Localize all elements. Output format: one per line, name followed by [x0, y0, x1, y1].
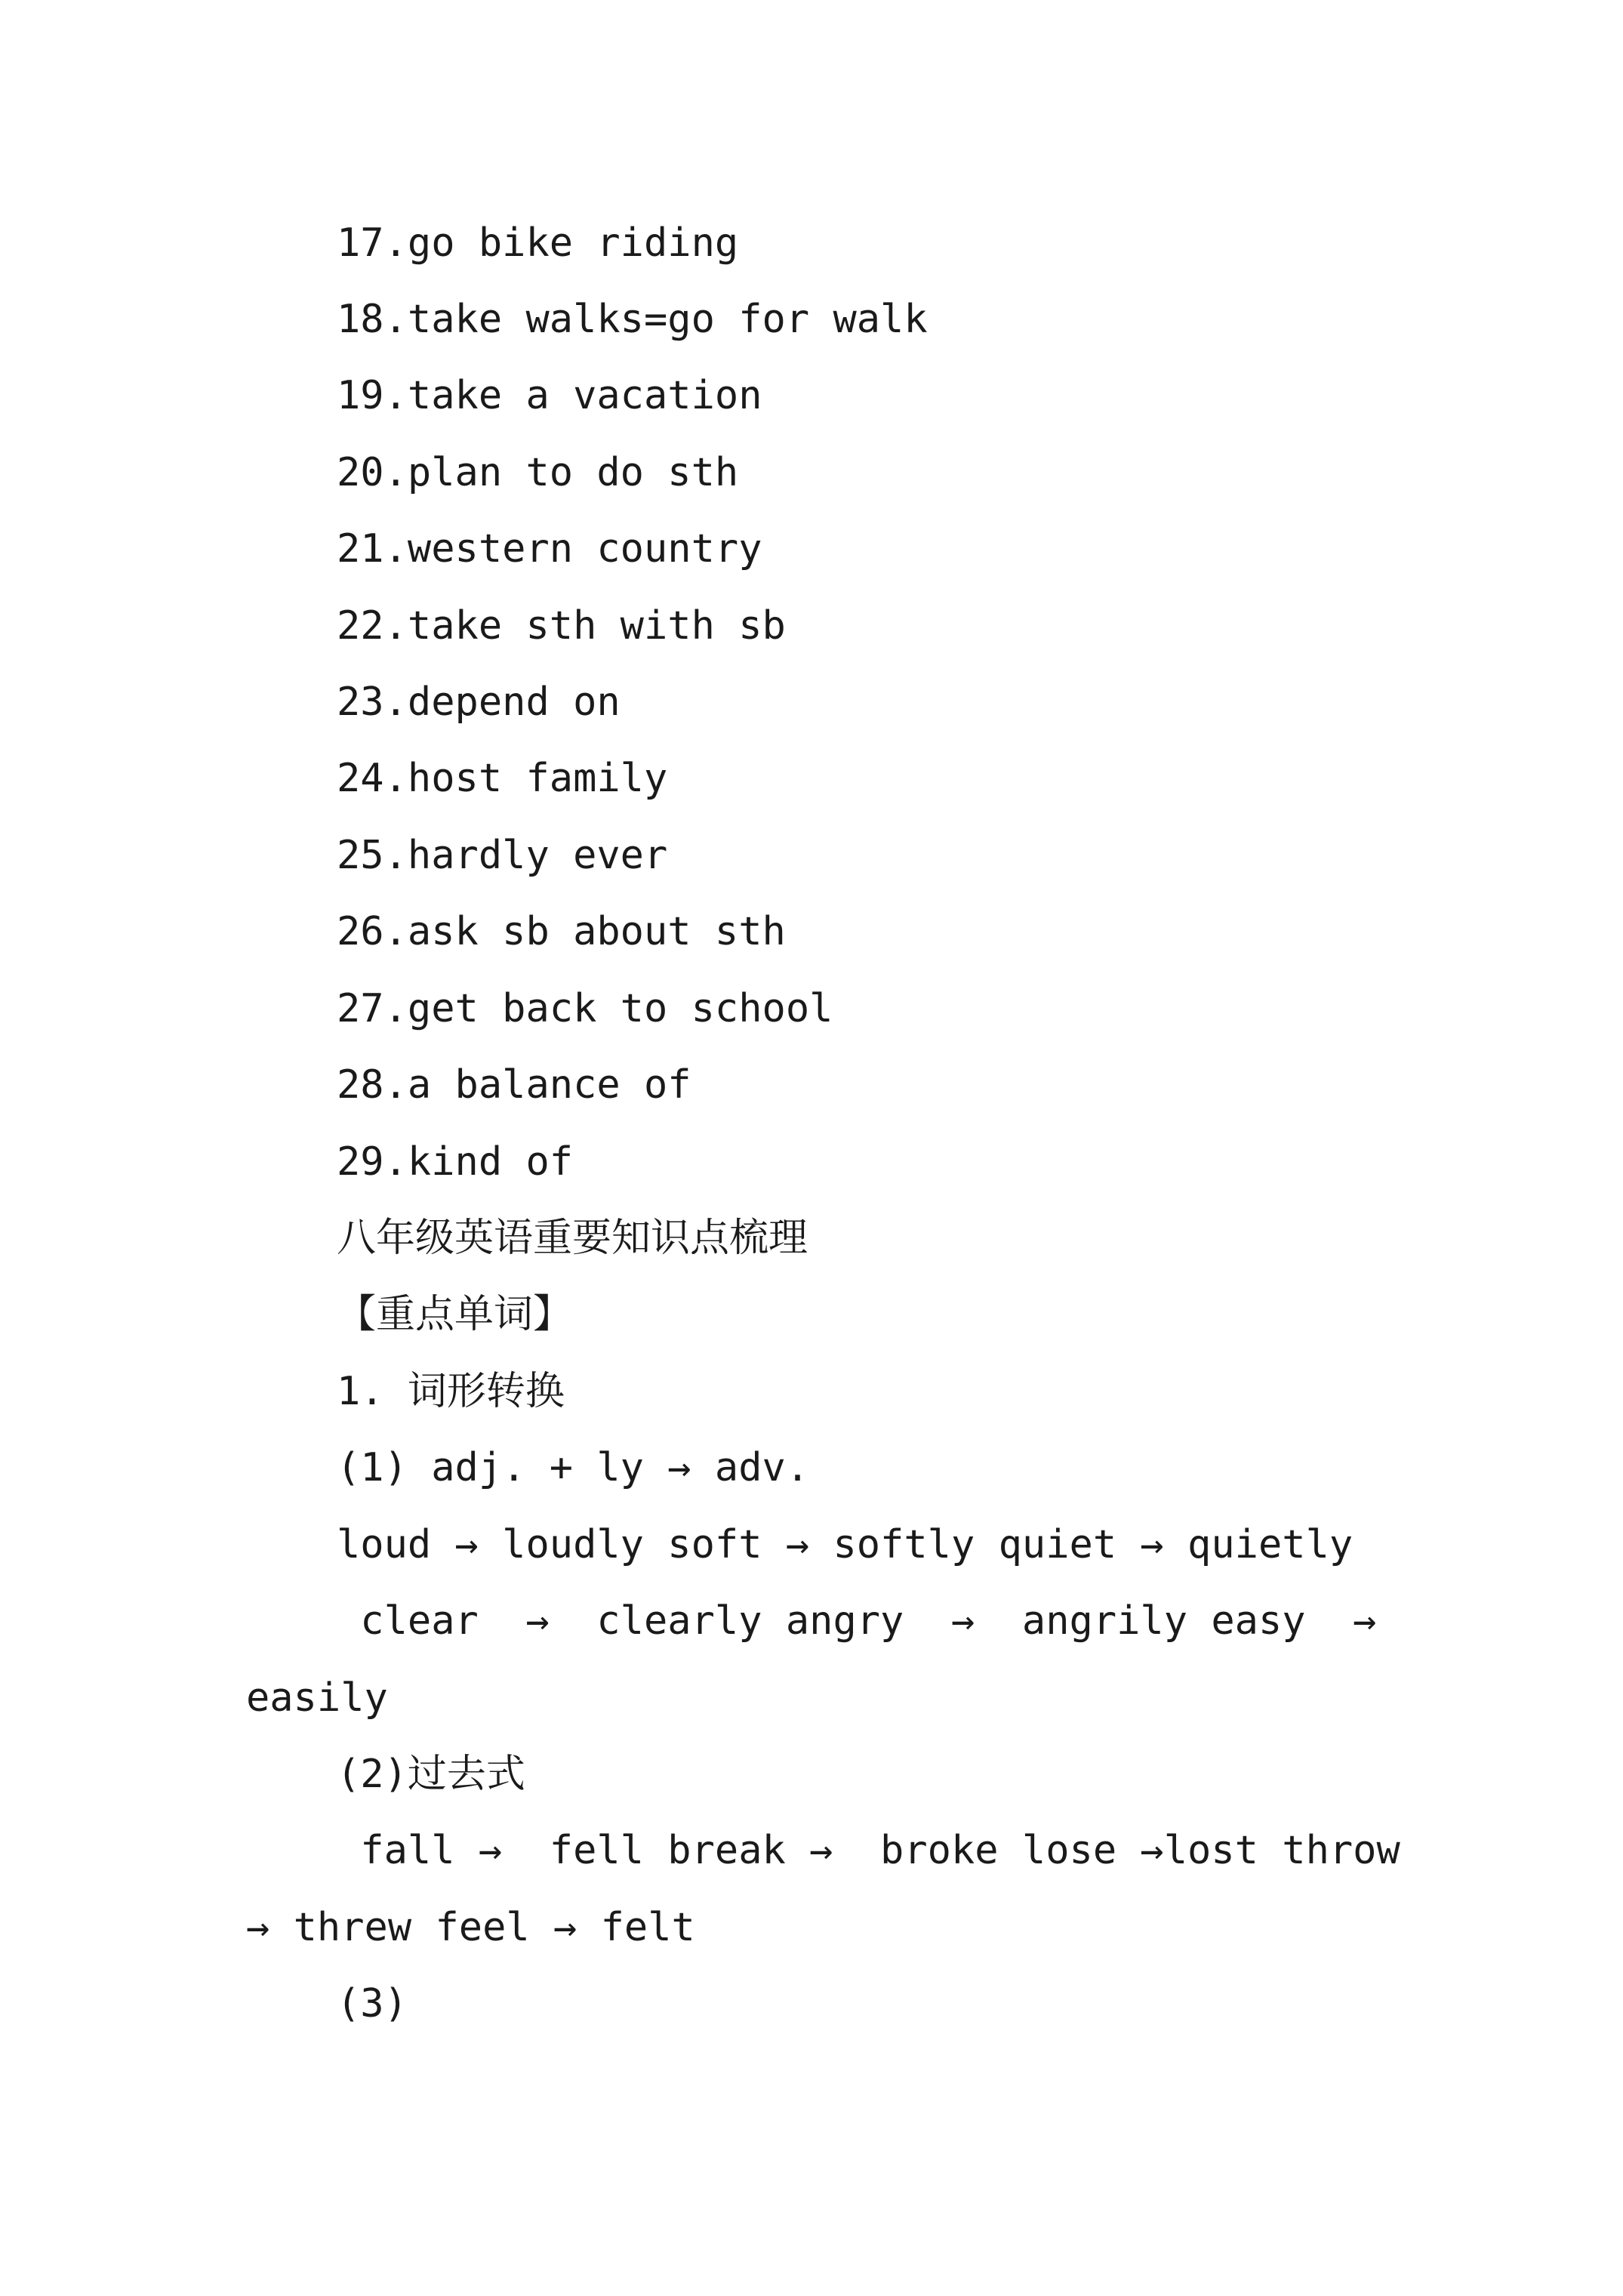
phrase-19: 19.take a vacation [337, 373, 762, 418]
phrase-17: 17.go bike riding [337, 220, 739, 266]
rule-1-examples-line-2: clear → clearly angry → angrily easy → [337, 1598, 1377, 1644]
phrase-28: 28.a balance of [337, 1062, 691, 1108]
phrase-22: 22.take sth with sb [337, 603, 786, 649]
rule-past-tense: (2)过去式 [337, 1752, 525, 1797]
rule-1-examples-line-3: easily [246, 1675, 388, 1721]
rule-2-examples-line-1: fall → fell break → broke lose →lost throw [337, 1828, 1400, 1873]
rule-1-examples-line-1: loud → loudly soft → softly quiet → quietly [337, 1522, 1354, 1567]
phrase-24: 24.host family [337, 756, 668, 801]
rule-adj-ly-adv: (1) adj. + ly → adv. [337, 1445, 810, 1490]
phrase-18: 18.take walks=go for walk [337, 297, 928, 342]
section-title: 八年级英语重要知识点梳理 [337, 1216, 808, 1261]
phrase-26: 26.ask sb about sth [337, 909, 786, 954]
heading-word-form-conversion: 1. 词形转换 [337, 1369, 565, 1414]
phrase-27: 27.get back to school [337, 986, 833, 1031]
phrase-20: 20.plan to do sth [337, 450, 739, 495]
phrase-25: 25.hardly ever [337, 833, 668, 878]
subsection-title: 【重点单词】 [337, 1292, 573, 1337]
rule-2-examples-line-2: → threw feel → felt [246, 1905, 695, 1950]
rule-3-heading: (3) [337, 1981, 408, 2026]
phrase-23: 23.depend on [337, 680, 621, 725]
phrase-21: 21.western country [337, 526, 762, 572]
phrase-29: 29.kind of [337, 1139, 574, 1185]
